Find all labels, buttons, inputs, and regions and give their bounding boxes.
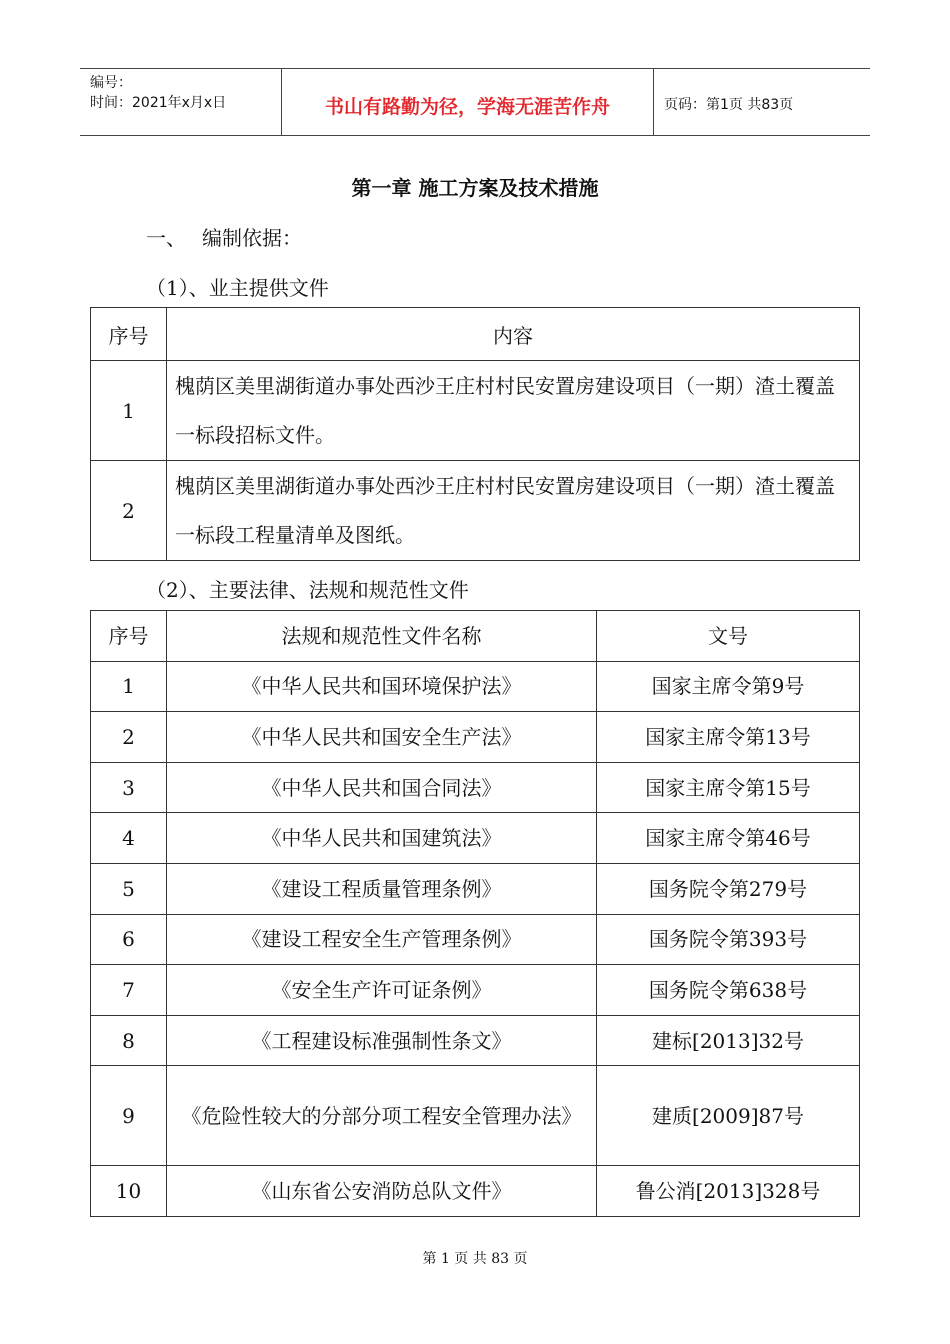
row-doc-number: 国务院令第393号 bbox=[597, 914, 860, 965]
row-doc-number: 国务院令第638号 bbox=[597, 965, 860, 1016]
page-footer: 第 1 页 共 83 页 bbox=[422, 1251, 528, 1267]
header-motto: 书山有路勤为径，学海无涯苦作舟 bbox=[282, 69, 654, 135]
row-name: 《危险性较大的分部分项工程安全管理办法》 bbox=[167, 1066, 597, 1166]
row-index: 2 bbox=[91, 461, 167, 561]
row-name: 《中华人民共和国环境保护法》 bbox=[167, 661, 597, 712]
doc-number-label: 编号： bbox=[90, 75, 132, 91]
row-index: 3 bbox=[91, 762, 167, 813]
col-header-doc-number: 文号 bbox=[597, 611, 860, 662]
row-name: 《建设工程质量管理条例》 bbox=[167, 863, 597, 914]
row-doc-number: 国家主席令第9号 bbox=[597, 661, 860, 712]
table-row bbox=[91, 461, 860, 561]
row-name: 《建设工程安全生产管理条例》 bbox=[167, 914, 597, 965]
table-row bbox=[91, 661, 860, 712]
row-name: 《工程建设标准强制性条文》 bbox=[167, 1015, 597, 1066]
owner-docs-table bbox=[90, 307, 860, 561]
row-name: 《中华人民共和国建筑法》 bbox=[167, 813, 597, 864]
table-row bbox=[91, 863, 860, 914]
section-heading bbox=[146, 222, 302, 251]
header-page-info: 页码：第1页 共83页 bbox=[664, 97, 794, 113]
table-row bbox=[91, 914, 860, 965]
row-index: 1 bbox=[91, 361, 167, 461]
chapter-title: 第一章 施工方案及技术措施 bbox=[351, 176, 599, 200]
table-row bbox=[91, 1015, 860, 1066]
col-header-index: 序号 bbox=[91, 611, 167, 662]
table-row bbox=[91, 361, 860, 461]
doc-time-label: 时间：2021年x月x日 bbox=[90, 95, 227, 111]
row-doc-number: 建质[2009]87号 bbox=[597, 1066, 860, 1166]
row-doc-number: 国家主席令第46号 bbox=[597, 813, 860, 864]
row-name: 《中华人民共和国安全生产法》 bbox=[167, 712, 597, 763]
row-content: 槐荫区美里湖街道办事处西沙王庄村村民安置房建设项目（一期）渣土覆盖一标段招标文件。 bbox=[167, 361, 860, 461]
row-doc-number: 鲁公消[2013]328号 bbox=[597, 1166, 860, 1217]
table-row bbox=[91, 712, 860, 763]
row-name: 《安全生产许可证条例》 bbox=[167, 965, 597, 1016]
table-row bbox=[91, 1066, 860, 1166]
row-index: 8 bbox=[91, 1015, 167, 1066]
page-header bbox=[80, 68, 870, 136]
row-index: 2 bbox=[91, 712, 167, 763]
row-doc-number: 国家主席令第15号 bbox=[597, 762, 860, 813]
row-index: 7 bbox=[91, 965, 167, 1016]
col-header-name: 法规和规范性文件名称 bbox=[167, 611, 597, 662]
row-index: 9 bbox=[91, 1066, 167, 1166]
table-row bbox=[91, 813, 860, 864]
row-doc-number: 国务院令第279号 bbox=[597, 863, 860, 914]
col-header-index: 序号 bbox=[91, 308, 167, 361]
laws-table bbox=[90, 610, 860, 1217]
row-name: 《中华人民共和国合同法》 bbox=[167, 762, 597, 813]
table-row bbox=[91, 762, 860, 813]
row-index: 1 bbox=[91, 661, 167, 712]
table-row bbox=[91, 1166, 860, 1217]
subsection-laws: （2）、主要法律、法规和规范性文件 bbox=[146, 578, 469, 602]
row-index: 5 bbox=[91, 863, 167, 914]
row-index: 10 bbox=[91, 1166, 167, 1217]
row-index: 4 bbox=[91, 813, 167, 864]
row-index: 6 bbox=[91, 914, 167, 965]
header-meta bbox=[80, 69, 282, 135]
col-header-content: 内容 bbox=[167, 308, 860, 361]
section-number: 一、 bbox=[146, 226, 186, 250]
table-header-row bbox=[91, 611, 860, 662]
section-title: 编制依据： bbox=[202, 226, 302, 250]
row-doc-number: 国家主席令第13号 bbox=[597, 712, 860, 763]
row-doc-number: 建标[2013]32号 bbox=[597, 1015, 860, 1066]
subsection-owner-docs: （1）、业主提供文件 bbox=[146, 276, 329, 300]
table-header-row bbox=[91, 308, 860, 361]
row-content: 槐荫区美里湖街道办事处西沙王庄村村民安置房建设项目（一期）渣土覆盖一标段工程量清单及图纸。 bbox=[167, 461, 860, 561]
table-row bbox=[91, 965, 860, 1016]
row-name: 《山东省公安消防总队文件》 bbox=[167, 1166, 597, 1217]
